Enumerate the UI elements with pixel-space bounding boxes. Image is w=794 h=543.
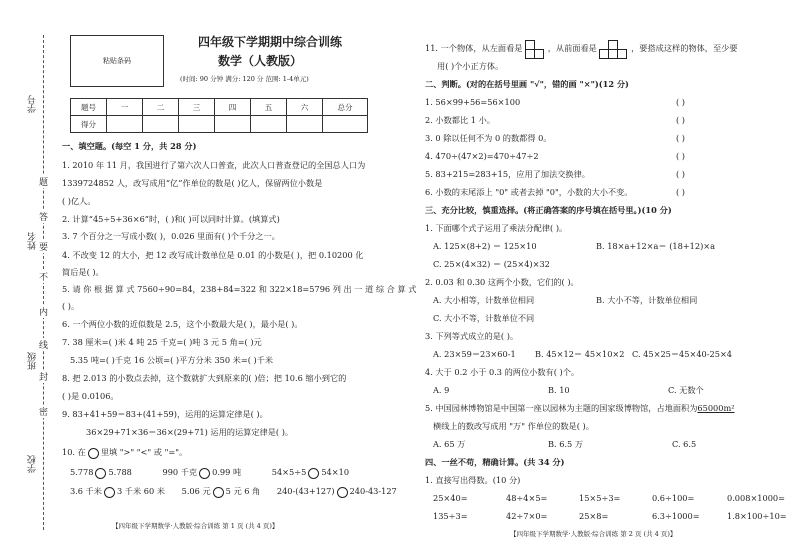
section-4-heading: 四、一丝不苟，精确计算。(共 34 分) <box>425 457 565 467</box>
question-10 <box>62 447 187 459</box>
binding-strip <box>0 0 60 543</box>
label-school: 学校 <box>28 455 38 473</box>
score-input-cell[interactable] <box>251 116 287 133</box>
choice-5-area: 65000m² <box>697 403 735 413</box>
compare-left: 5.06 元 <box>181 486 211 496</box>
compare-circle[interactable] <box>95 468 106 479</box>
choice-5-text: 5. 中国园林博物馆是中国第一座以园林为主题的国家级博物馆，占地面积为 <box>425 403 698 413</box>
score-cell: 六 <box>287 99 323 116</box>
choice-1-option-b: B. 18×a+12×a＝ (18+12)×a <box>596 241 716 251</box>
compare-right: 5.788 <box>108 467 132 477</box>
judge-answer-6[interactable]: ( ) <box>676 187 685 197</box>
calc-heading: 1. 直接写出得数。(10 分) <box>425 475 521 485</box>
question-6: 6. 一个两位小数的近似数是 2.5，这个小数最大是( )，最小是( )。 <box>62 319 303 329</box>
compare-right: 5 元 6 角 <box>225 486 261 496</box>
section-2-heading: 二、判断。(对的在括号里画 "√"，错的画 "×")(12 分) <box>425 79 629 89</box>
compare-circle[interactable] <box>308 468 319 479</box>
choice-2-option-c: C. 大小不等，计数单位不同 <box>433 313 535 323</box>
compare-left: 990 千克 <box>162 467 198 477</box>
calc-item: 48÷4×5= <box>506 493 548 503</box>
score-table <box>70 98 368 133</box>
question-9: 9. 83+41+59＝83+(41+59)，运用的运算定律是( )。 <box>62 409 268 419</box>
question-8-cont: ( )是 0.0106。 <box>62 391 119 401</box>
choice-4-option-b: B. 10 <box>548 385 570 395</box>
choice-1: 1. 下面哪个式子运用了乘法分配律( )。 <box>425 223 568 233</box>
choice-5 <box>425 403 735 414</box>
choice-5-option-c: C. 6.5 <box>672 439 697 449</box>
compare-row-1 <box>70 467 349 479</box>
calc-row-2 <box>433 511 787 521</box>
choice-5-option-b: B. 6.5 万 <box>548 439 584 449</box>
calc-item: 42÷7×0= <box>506 511 548 521</box>
question-2: 2. 计算“45÷5+36×6”时，( )和( )可以同时计算。(填算式) <box>62 214 280 224</box>
compare-right: 240-43-127 <box>349 486 397 496</box>
score-cell: 三 <box>179 99 215 116</box>
question-10-label: 10. 在 <box>62 447 86 457</box>
score-cell: 五 <box>251 99 287 116</box>
choice-2: 2. 0.03 和 0.30 这两个小数，它们的( )。 <box>425 277 579 287</box>
question-1: 1. 2010 年 11 月，我国进行了第六次人口普查，此次人口普查登记的全国总人口为 <box>62 160 366 170</box>
score-cell: 一 <box>107 99 143 116</box>
question-5: 5. 请 你 根 据 算 式 7560÷90=84，238+84=322 和 322×18=5796 列 出 一 道 综 合 算 式 <box>62 284 417 294</box>
judge-4: 4. 470÷(47×2)=470÷47÷2 <box>425 151 539 161</box>
compare-right: 3 千米 60 米 <box>117 486 165 496</box>
compare-left: 240-(43+127) <box>276 486 335 496</box>
page-subtitle: 数学（人教版） <box>218 54 303 68</box>
score-input-cell[interactable] <box>143 116 179 133</box>
question-7-cont: 5.35 吨=( )千克 16 公顷=( )平方分米 350 米=( )千米 <box>70 355 274 365</box>
question-11 <box>425 40 738 58</box>
compare-circle[interactable] <box>213 487 224 498</box>
compare-left: 5.778 <box>70 467 94 477</box>
choice-3-option-c: C. 45×25＝45×40-25×4 <box>632 349 733 359</box>
left-view-icon <box>525 40 545 58</box>
compare-right: 54×10 <box>321 467 350 477</box>
calc-item: 0.008×1000= <box>727 493 785 503</box>
score-input-cell[interactable] <box>107 116 143 133</box>
choice-5-cont: 横线上的数改写成用 "万" 作单位的数是( )。 <box>433 421 594 431</box>
seal-char: 封 <box>38 370 49 383</box>
judge-answer-4[interactable]: ( ) <box>676 151 685 161</box>
judge-answer-1[interactable]: ( ) <box>676 97 685 107</box>
question-9-cont: 36×29+71×36＝36×(29+71) 运用的运算定律是( )。 <box>86 427 294 437</box>
compare-circle[interactable] <box>337 487 348 498</box>
calc-item: 135÷3= <box>433 511 468 521</box>
choice-3: 3. 下列等式成立的是( )。 <box>425 331 519 341</box>
compare-circle[interactable] <box>199 468 210 479</box>
label-class: 班级 <box>28 352 38 370</box>
calc-item: 6.3÷1000= <box>652 511 700 521</box>
score-cell: 二 <box>143 99 179 116</box>
choice-5-option-a: A. 65 万 <box>433 439 466 449</box>
barcode-label: 粘贴条码 <box>103 57 131 65</box>
question-7: 7. 38 厘米=( )米 4 吨 25 千克=( )吨 3 元 5 角=( )元 <box>62 337 262 347</box>
calc-row-1 <box>433 493 785 503</box>
question-1-cont: ( )亿人。 <box>62 196 96 206</box>
seal-char: 内 <box>38 305 49 318</box>
section-3-heading: 三、充分比较，慎重选择。(将正确答案的序号填在括号里。)(10 分) <box>425 205 672 215</box>
score-input-cell[interactable] <box>179 116 215 133</box>
question-10-text: 里填 ">" "<" 或 "="。 <box>100 447 188 457</box>
score-table-header-row <box>71 99 368 116</box>
exam-meta: (时间: 90 分钟 满分: 120 分 范围: 1-4单元) <box>180 75 309 83</box>
score-cell: 题号 <box>71 99 107 116</box>
question-11-cont: 用( )个小正方体。 <box>437 61 504 71</box>
label-student-id: 学号 <box>28 95 38 113</box>
calc-item: 15×5÷3= <box>579 493 621 503</box>
judge-answer-5[interactable]: ( ) <box>676 169 685 179</box>
score-input-cell[interactable] <box>323 116 368 133</box>
choice-4: 4. 大于 0.2 小于 0.3 的两位小数有( )个。 <box>425 367 580 377</box>
score-cell: 四 <box>215 99 251 116</box>
compare-row-2 <box>70 486 397 498</box>
judge-answer-2[interactable]: ( ) <box>676 115 685 125</box>
calc-item: 25×40= <box>433 493 468 503</box>
footer-right: 【四年级下学期数学·人教版·综合训练 第 2 页 (共 4 页)】 <box>510 530 677 538</box>
question-11-text: 11. 一个物体，从左面看是 <box>425 43 523 53</box>
choice-3-option-b: B. 45×12＝ 45×10×2 <box>535 349 625 359</box>
score-table-score-row <box>71 116 368 133</box>
compare-left: 3.6 千米 <box>70 486 102 496</box>
judge-6: 6. 小数的末尾添上 "0" 或者去掉 "0"，小数的大小不变。 <box>425 187 633 197</box>
question-4-cont: 简后是( )。 <box>62 267 104 277</box>
circle-blank-icon <box>88 448 99 459</box>
question-3: 3. 7 个百分之一写成小数( )，0.026 里面有( )个千分之一。 <box>62 231 280 241</box>
judge-1: 1. 56×99+56=56×100 <box>425 97 521 107</box>
judge-3: 3. 0 除以任何不为 0 的数都得 0。 <box>425 133 552 143</box>
front-view-icon <box>599 40 628 58</box>
seal-char: 题 <box>38 175 49 188</box>
choice-1-option-c: C. 25×(4×32) ＝ (25×4)×32 <box>433 259 550 269</box>
seal-char: 线 <box>38 338 49 351</box>
judge-2: 2. 小数都比 1 小。 <box>425 115 495 125</box>
barcode-box <box>70 35 164 87</box>
seal-char: 答 <box>38 210 49 223</box>
score-input-cell[interactable] <box>287 116 323 133</box>
question-11-text: ，要搭成这样的物体，至少要 <box>631 43 738 53</box>
section-1-heading: 一、填空题。(每空 1 分，共 28 分) <box>62 141 197 151</box>
choice-4-option-c: C. 无数个 <box>668 385 704 395</box>
question-5-cont: ( )。 <box>62 301 80 311</box>
label-name: 姓名 <box>28 232 38 250</box>
choice-3-option-a: A. 23×59＝23×60-1 <box>433 349 516 359</box>
question-4: 4. 不改变 12 的大小，把 12 改写成计数单位是 0.01 的小数是( )，把 0.10200 化 <box>62 250 364 260</box>
choice-2-option-a: A. 大小相等，计数单位相同 <box>433 295 535 305</box>
score-cell: 总分 <box>323 99 368 116</box>
choice-1-option-a: A. 125×(8+2) ＝ 125×10 <box>433 241 537 251</box>
question-8: 8. 把 2.013 的小数点去掉，这个数就扩大到原来的( )倍；把 10.6 缩小到它的 <box>62 373 347 383</box>
page-title: 四年级下学期期中综合训练 <box>198 35 343 49</box>
judge-answer-3[interactable]: ( ) <box>676 133 685 143</box>
compare-right: 0.99 吨 <box>212 467 242 477</box>
calc-item: 1.8×100÷10= <box>727 511 787 521</box>
score-cell: 得分 <box>71 116 107 133</box>
choice-2-option-b: B. 大小不等，计数单位相同 <box>596 295 698 305</box>
calc-item: 25×8= <box>579 511 609 521</box>
seal-char: 密 <box>38 405 49 418</box>
compare-left: 54×5÷5 <box>271 467 307 477</box>
calc-item: 0.6÷100= <box>652 493 695 503</box>
question-1-cont: 1339724852 人，改写成用“亿”作单位的数是( )亿人，保留两位小数是 <box>62 178 323 188</box>
judge-5: 5. 83+215=283+15，应用了加法交换律。 <box>425 169 590 179</box>
question-11-text: ，从前面看是 <box>547 43 597 53</box>
compare-circle[interactable] <box>104 487 115 498</box>
seal-char: 要 <box>38 240 49 253</box>
score-input-cell[interactable] <box>215 116 251 133</box>
seal-char: 不 <box>38 270 49 283</box>
choice-4-option-a: A. 9 <box>433 385 450 395</box>
footer-left: 【四年级下学期数学·人教版·综合训练 第 1 页 (共 4 页)】 <box>112 522 279 530</box>
